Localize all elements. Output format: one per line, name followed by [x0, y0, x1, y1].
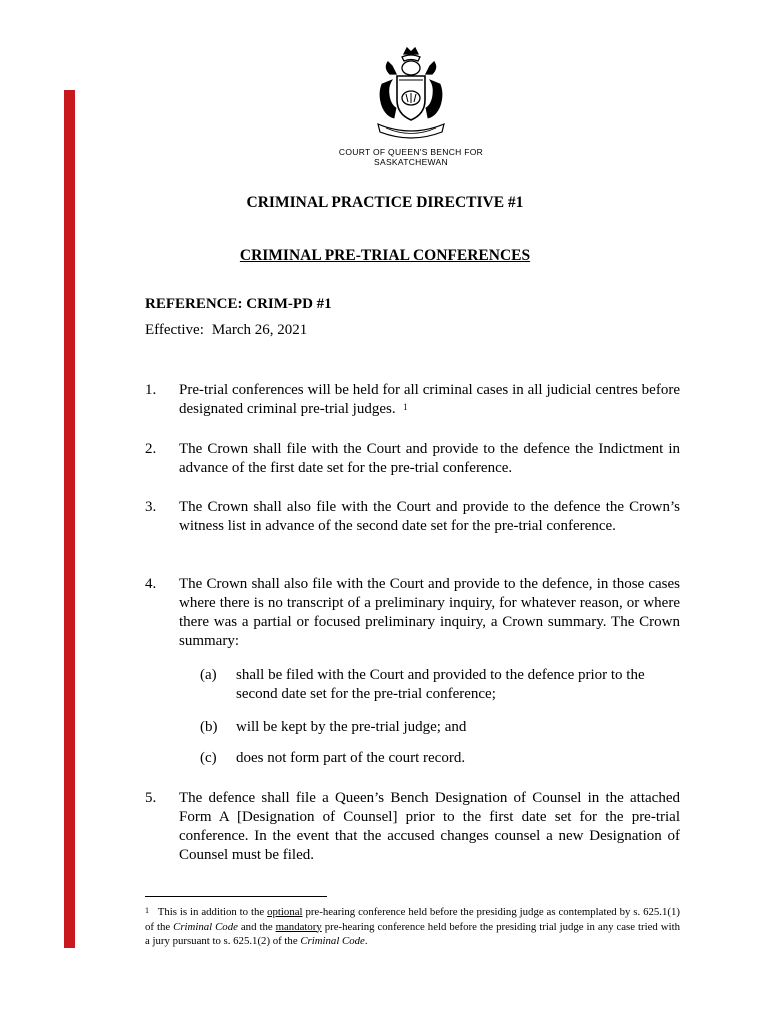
paragraph-number: 3. — [145, 499, 157, 515]
footnote-text: pre-hearing conference held before the presiding trial judge in any case tried with a jury pursuant to s. 625.1(2) of the — [145, 920, 680, 947]
paragraph-text: The defence shall file a Queen’s Bench Designation of Counsel in the attached Form A [Designation of Counsel] prior to the first date set for the pre-trial conference. In the event that the accused changes counsel a new Designation of Counsel must be filed. — [179, 790, 680, 863]
paragraph-3 — [145, 498, 680, 536]
subitem-letter: (b) — [200, 719, 218, 735]
footnote-reference: 1 — [403, 402, 408, 412]
paragraph-number: 2. — [145, 441, 157, 457]
footnote-text: This is in addition to the — [157, 906, 268, 918]
court-name — [300, 147, 522, 167]
directive-title: CRIMINAL PRACTICE DIRECTIVE #1 — [246, 194, 524, 211]
subitem-text: will be kept by the pre-trial judge; and — [236, 719, 467, 735]
footnote-criminal-code: Criminal Code — [173, 920, 238, 933]
paragraph-5 — [145, 789, 680, 865]
subitem-letter: (c) — [200, 750, 217, 766]
paragraph-1 — [145, 381, 680, 419]
subitem-letter: (a) — [200, 667, 217, 683]
subitem-a — [200, 666, 680, 704]
paragraph-number: 1. — [145, 382, 157, 398]
paragraph-number: 4. — [145, 576, 157, 592]
paragraph-2 — [145, 440, 680, 478]
court-name-line-2: SASKATCHEWAN — [374, 157, 448, 167]
footnote-criminal-code: Criminal Code — [300, 935, 365, 947]
subitem-b — [200, 718, 680, 737]
paragraph-number: 5. — [145, 790, 157, 806]
margin-accent-bar — [64, 90, 75, 948]
effective-date: March 26, 2021 — [211, 322, 308, 338]
directive-subtitle: CRIMINAL PRE-TRIAL CONFERENCES — [239, 247, 531, 264]
footnote — [145, 905, 680, 949]
paragraph-text: Pre-trial conferences will be held for all criminal cases in all judicial centres before designated criminal pre-trial judges. — [179, 382, 680, 417]
effective-line — [145, 322, 307, 339]
footnote-text: . — [364, 935, 368, 947]
paragraph-4 — [145, 575, 680, 651]
subitem-text: does not form part of the court record. — [236, 750, 466, 766]
footnote-number: 1 — [145, 906, 149, 915]
footnote-text: and the — [237, 920, 276, 933]
coat-of-arms-icon — [372, 44, 450, 144]
subitem-c — [200, 749, 680, 768]
court-name-line-1: COURT OF QUEEN'S BENCH FOR — [338, 147, 484, 157]
footnote-text: pre-hearing conference held before the presiding judge as contemplated by s. 625.1(1) of the — [145, 906, 680, 933]
footnote-divider — [145, 896, 327, 897]
reference-line: REFERENCE: CRIM-PD #1 — [145, 296, 332, 312]
paragraph-text: The Crown shall file with the Court and provide to the defence the Indictment in advance of the first date set for the pre-trial conference. — [179, 441, 680, 476]
footnote-mandatory: mandatory — [275, 920, 322, 933]
footnote-optional: optional — [267, 906, 303, 918]
paragraph-text: The Crown shall also file with the Court and provide to the defence, in those cases where there is no transcript of a preliminary inquiry, for whatever reason, or where there was a partial or focused preliminary inquiry, a Crown summary. The Crown summary: — [179, 576, 680, 649]
paragraph-text: The Crown shall also file with the Court and provide to the defence the Crown’s witness list in advance of the second date set for the pre-trial conference. — [179, 499, 680, 534]
subitem-text: shall be filed with the Court and provided to the defence prior to the second date set for the pre-trial conference; — [236, 667, 645, 702]
effective-label: Effective: — [145, 322, 204, 338]
